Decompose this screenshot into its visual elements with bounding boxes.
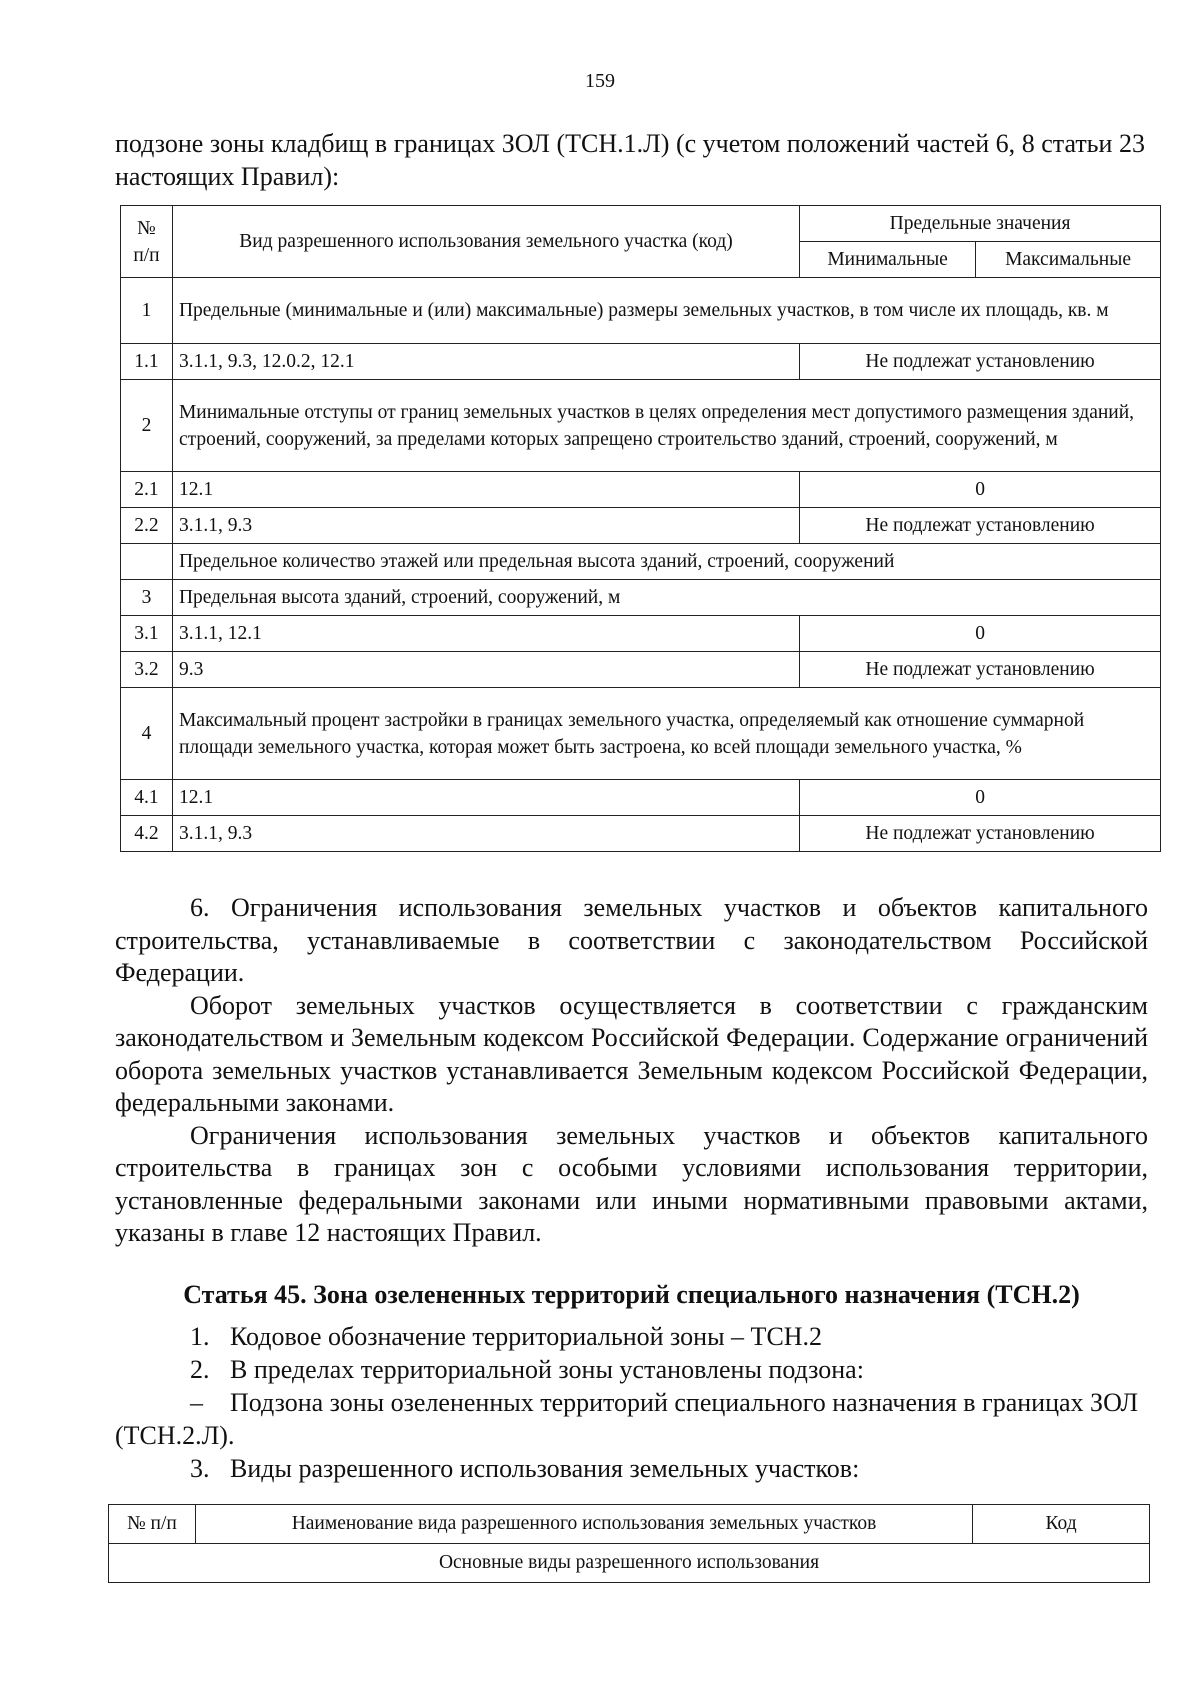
header-max: Максимальные bbox=[976, 242, 1161, 278]
list-item bbox=[115, 1353, 1148, 1386]
paragraph: Ограничения использования земельных участков и объектов капитального строительства в границах зон с особыми условиями использования территории, установленные федеральными законами или иными нормативными правовыми актами, указаны в главе 12 настоящих Правил. bbox=[115, 1120, 1148, 1247]
row-description: Предельные (минимальные и (или) максимальные) размеры земельных участков, в том числе их площадь, кв. м bbox=[172, 278, 1160, 344]
body-paragraphs bbox=[115, 892, 1148, 1250]
row-value: 0 bbox=[800, 780, 1161, 816]
paragraph: 6. Ограничения использования земельных участков и объектов капитального строительства, устанавливаемые в соответствии с законодательством Российской Федерации. bbox=[115, 893, 1148, 987]
limits-row bbox=[121, 580, 1161, 616]
row-description: Предельное количество этажей или предельная высота зданий, строений, сооружений bbox=[172, 544, 1160, 580]
row-value: 0 bbox=[800, 616, 1161, 652]
row-number: 1.1 bbox=[121, 344, 173, 380]
list-item-number: 2. bbox=[190, 1355, 210, 1384]
limits-table bbox=[120, 205, 1161, 852]
list-item-number: 3. bbox=[190, 1454, 210, 1483]
header-num: № п/п bbox=[121, 206, 173, 278]
row-number: 3 bbox=[121, 580, 173, 616]
limits-row bbox=[121, 278, 1161, 344]
list-item bbox=[115, 1386, 1148, 1452]
row-value: Не подлежат установлению bbox=[800, 816, 1161, 852]
list-item-text: Виды разрешенного использования земельных участков: bbox=[230, 1454, 860, 1483]
row-number bbox=[121, 544, 173, 580]
row-number: 3.1 bbox=[121, 616, 173, 652]
types-header-num: № п/п bbox=[109, 1505, 196, 1544]
limits-row bbox=[121, 544, 1161, 580]
limits-row bbox=[121, 344, 1161, 380]
row-code: 3.1.1, 9.3 bbox=[172, 508, 799, 544]
limits-row bbox=[121, 616, 1161, 652]
page-number: 159 bbox=[585, 70, 615, 92]
limits-row bbox=[121, 508, 1161, 544]
list-item bbox=[115, 1452, 1148, 1485]
limits-row bbox=[121, 472, 1161, 508]
types-section-row: Основные виды разрешенного использования bbox=[109, 1544, 1150, 1583]
row-number: 2 bbox=[121, 380, 173, 472]
row-code: 12.1 bbox=[172, 780, 799, 816]
row-code: 3.1.1, 12.1 bbox=[172, 616, 799, 652]
intro-text: подзоне зоны кладбищ в границах ЗОЛ (ТСН.1.Л) (с учетом положений частей 6, 8 статьи 23 настоящих Правил): bbox=[115, 129, 1145, 191]
row-value: Не подлежат установлению bbox=[800, 508, 1161, 544]
row-description: Предельная высота зданий, строений, сооружений, м bbox=[172, 580, 1160, 616]
list-dash: – bbox=[190, 1388, 203, 1417]
article-heading: Статья 45. Зона озелененных территорий специального назначения (ТСН.2) bbox=[183, 1280, 1080, 1309]
list-item bbox=[115, 1320, 1148, 1353]
list-item-text: Подзона зоны озелененных территорий специального назначения в границах ЗОЛ (ТСН.2.Л). bbox=[115, 1388, 1139, 1450]
limits-row bbox=[121, 816, 1161, 852]
limits-table-body bbox=[121, 278, 1161, 852]
types-table bbox=[108, 1504, 1150, 1583]
list-item-text: В пределах территориальной зоны установлены подзона: bbox=[230, 1355, 864, 1384]
header-min: Минимальные bbox=[800, 242, 976, 278]
row-number: 3.2 bbox=[121, 652, 173, 688]
row-code: 3.1.1, 9.3 bbox=[172, 816, 799, 852]
list-item-number: 1. bbox=[190, 1322, 210, 1351]
row-number: 4.1 bbox=[121, 780, 173, 816]
row-number: 2.2 bbox=[121, 508, 173, 544]
row-number: 4 bbox=[121, 688, 173, 780]
row-value: Не подлежат установлению bbox=[800, 652, 1161, 688]
row-value: 0 bbox=[800, 472, 1161, 508]
row-code: 12.1 bbox=[172, 472, 799, 508]
paragraph: Оборот земельных участков осуществляется в соответствии с гражданским законодательством и Земельным кодексом Российской Федерации. Содержание ограничений оборота земельных участков устанавливается Земельным кодексом Российской Федерации, федеральными законами. bbox=[115, 990, 1148, 1117]
row-code: 9.3 bbox=[172, 652, 799, 688]
row-number: 4.2 bbox=[121, 816, 173, 852]
limits-row bbox=[121, 380, 1161, 472]
header-type: Вид разрешенного использования земельного участка (код) bbox=[172, 206, 799, 278]
types-header-name: Наименование вида разрешенного использования земельных участков bbox=[195, 1505, 972, 1544]
row-description: Минимальные отступы от границ земельных участков в целях определения мест допустимого размещения зданий, строений, сооружений, за пределами которых запрещено строительство зданий, строений, сооружений, м bbox=[172, 380, 1160, 472]
row-code: 3.1.1, 9.3, 12.0.2, 12.1 bbox=[172, 344, 799, 380]
limits-row bbox=[121, 652, 1161, 688]
row-number: 2.1 bbox=[121, 472, 173, 508]
limits-row bbox=[121, 780, 1161, 816]
list-item-text: Кодовое обозначение территориальной зоны – ТСН.2 bbox=[230, 1322, 823, 1351]
header-limits: Предельные значения bbox=[800, 206, 1161, 242]
row-description: Максимальный процент застройки в границах земельного участка, определяемый как отношение суммарной площади земельного участка, которая может быть застроена, ко всей площади земельного участка, % bbox=[172, 688, 1160, 780]
limits-row bbox=[121, 688, 1161, 780]
types-header-code: Код bbox=[973, 1505, 1150, 1544]
article-list bbox=[115, 1320, 1148, 1485]
row-value: Не подлежат установлению bbox=[800, 344, 1161, 380]
row-number: 1 bbox=[121, 278, 173, 344]
